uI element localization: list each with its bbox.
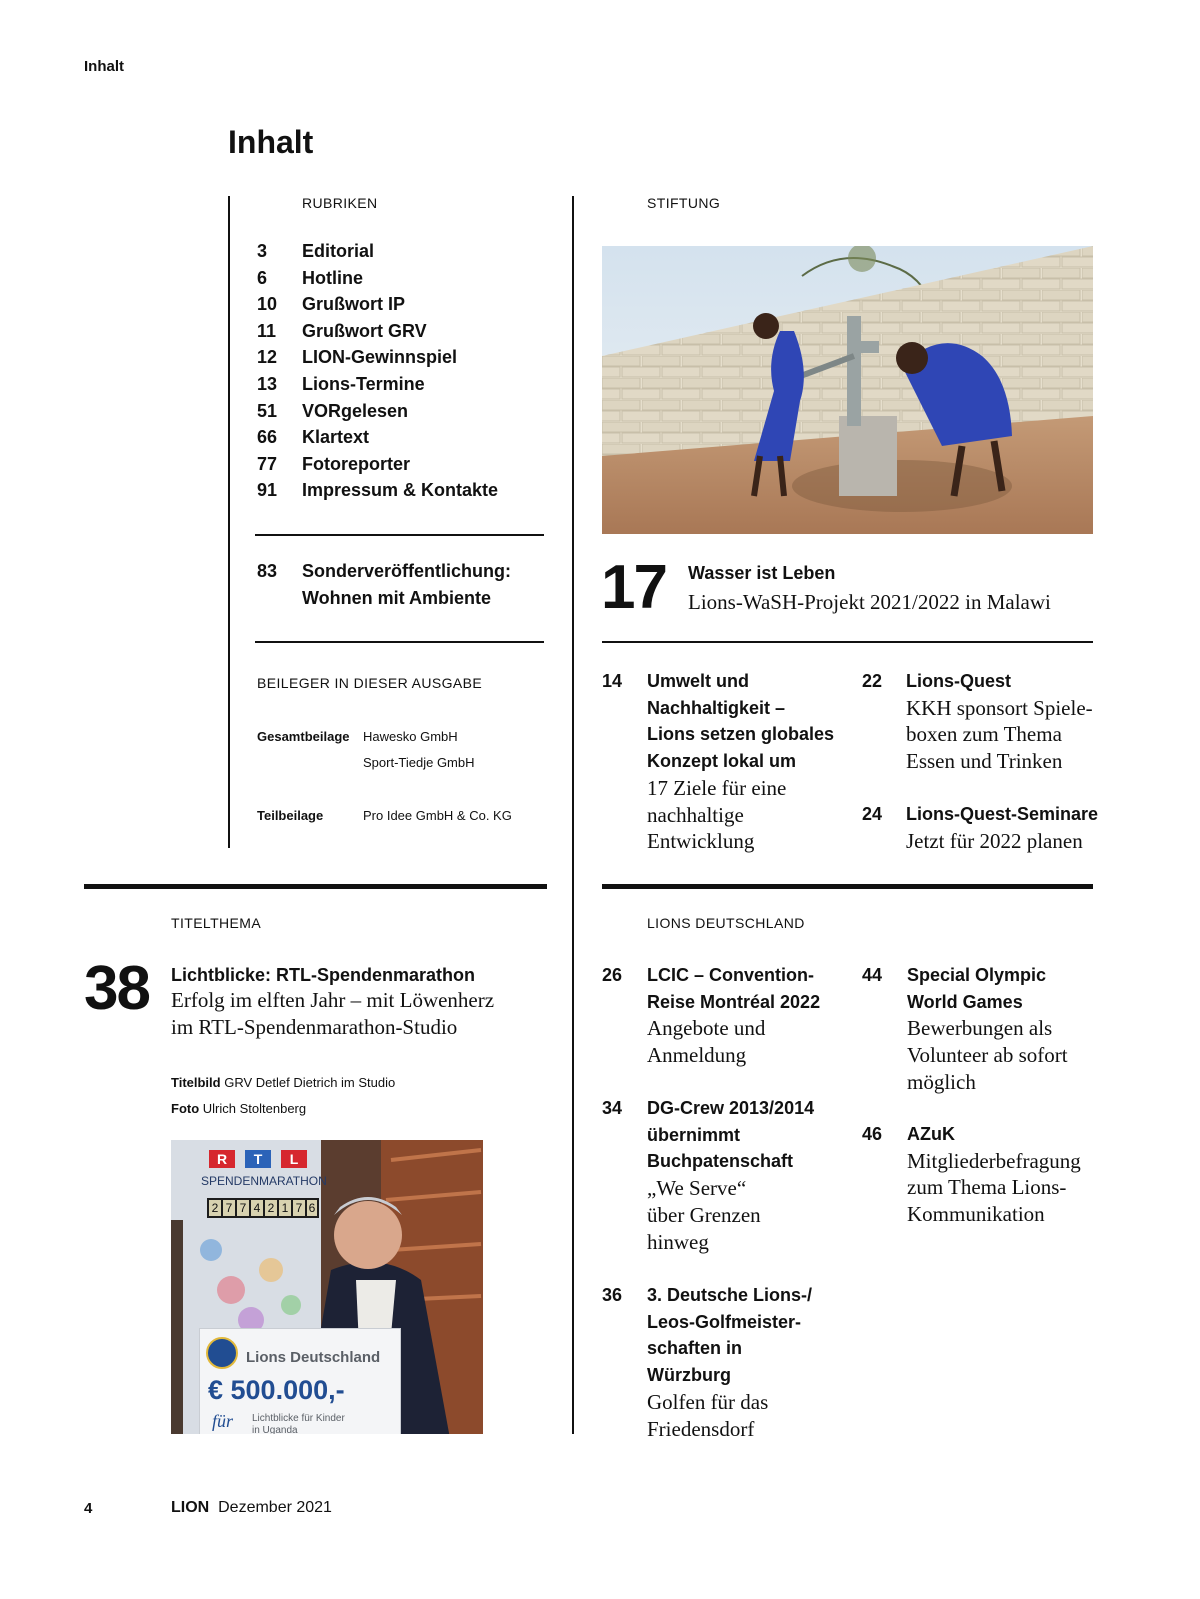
footer-magazine: LION (171, 1499, 210, 1516)
toc-subtitle: 17 Ziele für eine (647, 775, 787, 800)
toc-subtitle: nachhaltige (647, 802, 744, 827)
toc-subtitle: Volunteer ab sofort (907, 1043, 1068, 1068)
toc-page-number: 22 (862, 671, 883, 691)
sign-small-text: in Uganda (252, 1425, 298, 1434)
toc-subtitle: Golfen für das (647, 1389, 769, 1414)
footer-date: Dezember 2021 (218, 1499, 332, 1516)
toc-page-number: 36 (602, 1285, 623, 1305)
teilbeilage-label: Teilbeilage (257, 808, 324, 823)
rubriken-list (257, 241, 557, 513)
toc-title: Reise Montréal 2022 (647, 991, 821, 1012)
page-title: Inhalt (228, 124, 314, 160)
toc-title: 3. Deutsche Lions-/ (647, 1285, 813, 1305)
toc-subtitle: boxen zum Thema (906, 722, 1062, 747)
toc-entry[interactable] (647, 962, 857, 1072)
sign-for: für (212, 1411, 234, 1431)
cover-caption (171, 1075, 395, 1090)
sign-amount: € 500.000,- (208, 1375, 345, 1405)
beilage-company: Hawesko GmbH (363, 729, 458, 744)
counter-digit: 7 (293, 1200, 305, 1216)
water-pump-illustration (602, 246, 1093, 534)
toc-page-number: 24 (862, 804, 883, 824)
toc-title: übernimmt (647, 1124, 741, 1145)
toc-title: LION-Gewinnspiel (302, 347, 458, 368)
toc-entry[interactable] (647, 668, 852, 858)
rtl-logo (209, 1150, 309, 1170)
running-header: Inhalt (84, 58, 124, 75)
toc-subtitle: Jetzt für 2022 planen (906, 828, 1083, 853)
toc-entry[interactable] (907, 1121, 1097, 1231)
toc-title: World Games (907, 991, 1023, 1012)
rubriken-vertical-rule (228, 196, 230, 848)
sign-small-text: Lichtblicke für Kinder (252, 1413, 345, 1424)
toc-title: Leos-Golfmeister- (647, 1311, 802, 1332)
toc-title: Fotoreporter (302, 453, 410, 474)
toc-entry-cover-story[interactable] (171, 963, 551, 1043)
toc-title: Impressum & Kontakte (302, 480, 499, 501)
toc-title: Grußwort GRV (302, 320, 427, 341)
toc-subtitle: KKH sponsort Spiele- (906, 695, 1093, 720)
toc-page-number: 6 (257, 267, 268, 288)
toc-title: Lions-Quest-Seminare (906, 804, 1099, 824)
toc-page-number: 11 (257, 320, 277, 341)
counter-digit: 6 (308, 1201, 316, 1215)
toc-entry[interactable] (906, 801, 1100, 857)
toc-title: Editorial (302, 241, 375, 261)
footer-page-number: 4 (84, 1500, 93, 1517)
caption-text: Ulrich Stoltenberg (202, 1101, 307, 1116)
toc-subtitle: hinweg (647, 1229, 709, 1254)
counter-digit: 4 (251, 1200, 263, 1216)
toc-entry[interactable] (647, 1095, 857, 1260)
footer-issue (171, 1499, 332, 1517)
donation-sign (199, 1328, 401, 1434)
toc-title: AZuK (907, 1124, 955, 1144)
toc-title: Würzburg (647, 1365, 731, 1386)
counter-digit: 7 (237, 1200, 249, 1216)
divider (255, 641, 544, 643)
toc-subtitle: über Grenzen (647, 1202, 761, 1227)
toc-title: Lions setzen globales (647, 724, 835, 745)
toc-subtitle: Lions-WaSH-Projekt 2021/2022 in Malawi (688, 590, 1051, 614)
toc-page-number: 34 (602, 1098, 623, 1118)
toc-entry[interactable] (907, 962, 1097, 1097)
toc-title: Hotline (302, 267, 363, 288)
toc-title: Nachhaltigkeit – (647, 697, 786, 718)
rtl-letter: R (209, 1150, 235, 1168)
toc-page-number: 26 (602, 965, 623, 985)
toc-title: Lichtblicke: RTL-Spendenmarathon (171, 965, 476, 985)
toc-subtitle: zum Thema Lions- (907, 1175, 1067, 1200)
sign-title: Lions Deutschland (246, 1349, 381, 1366)
toc-title: Sonderveröffentlichung: (302, 561, 512, 581)
center-vertical-rule (572, 196, 574, 1434)
cover-photo (171, 1140, 483, 1434)
toc-title: LCIC – Convention- (647, 965, 814, 985)
toc-entry-feature[interactable] (688, 563, 1093, 621)
toc-page-number: 14 (602, 671, 623, 691)
toc-subtitle: Bewerbungen als (907, 1016, 1053, 1041)
counter-digit: 2 (209, 1200, 221, 1216)
cover-story-page-number: 38 (84, 954, 149, 1023)
rtl-letter: T (245, 1150, 271, 1168)
toc-title: Wasser ist Leben (688, 563, 836, 583)
water-pump-photo (602, 246, 1093, 534)
toc-subtitle: möglich (907, 1069, 976, 1094)
toc-subtitle: „We Serve“ (647, 1176, 747, 1201)
marathon-label: SPENDENMARATHON (201, 1174, 327, 1188)
toc-title: Buchpatenschaft (647, 1151, 794, 1172)
toc-page-number: 51 (257, 400, 278, 421)
toc-page-number: 10 (257, 294, 278, 315)
toc-page-number: 12 (257, 347, 278, 368)
toc-title: Grußwort IP (302, 294, 405, 315)
toc-title: DG-Crew 2013/2014 (647, 1098, 815, 1118)
caption-text: GRV Detlef Dietrich im Studio (224, 1075, 396, 1090)
toc-title: Lions-Quest (906, 671, 1012, 691)
toc-page-number: 3 (257, 241, 268, 261)
gesamtbeilage-label: Gesamtbeilage (257, 729, 350, 744)
toc-entry-sonder[interactable] (257, 561, 547, 621)
section-bar (602, 884, 1093, 889)
counter-digit: 2 (265, 1200, 277, 1216)
toc-page-number: 91 (257, 480, 278, 501)
toc-title: Klartext (302, 427, 370, 448)
toc-title: Konzept lokal um (647, 751, 797, 772)
rubriken-label: RUBRIKEN (302, 195, 378, 211)
toc-page-number: 83 (257, 561, 278, 581)
toc-title: Wohnen mit Ambiente (302, 588, 491, 608)
titelthema-label: TITELTHEMA (171, 915, 262, 931)
lions-emblem-icon (206, 1337, 238, 1369)
toc-page-number: 44 (862, 965, 883, 985)
toc-subtitle: Mitgliederbefragung (907, 1148, 1081, 1173)
section-bar (84, 884, 547, 889)
toc-entry[interactable] (906, 668, 1096, 778)
counter-digit: 1 (279, 1200, 291, 1216)
divider (255, 534, 544, 536)
toc-title: Lions-Termine (302, 374, 425, 394)
rtl-letter: L (281, 1150, 307, 1168)
counter-digit: 7 (223, 1200, 235, 1216)
toc-page-number: 66 (257, 427, 278, 448)
lions-deutschland-label: LIONS DEUTSCHLAND (647, 915, 805, 931)
divider (602, 641, 1093, 643)
caption-label: Titelbild (171, 1075, 221, 1090)
stiftung-label: STIFTUNG (647, 195, 721, 211)
toc-subtitle: Entwicklung (647, 829, 755, 854)
toc-title: Umwelt und (647, 671, 749, 691)
toc-page-number: 13 (257, 374, 278, 394)
toc-subtitle: Kommunikation (907, 1202, 1045, 1227)
caption-label: Foto (171, 1101, 200, 1116)
beilage-company: Sport-Tiedje GmbH (363, 755, 475, 770)
toc-subtitle: Angebote und (647, 1016, 766, 1041)
toc-entry[interactable] (647, 1282, 857, 1447)
toc-title: Special Olympic (907, 965, 1047, 985)
beilage-company: Pro Idee GmbH & Co. KG (363, 808, 512, 823)
toc-subtitle: Essen und Trinken (906, 749, 1063, 774)
toc-subtitle: Friedensdorf (647, 1416, 755, 1441)
photo-credit (171, 1101, 306, 1116)
toc-subtitle: im RTL-Spendenmarathon-Studio (171, 1015, 458, 1039)
toc-title: schaften in (647, 1338, 743, 1359)
donation-counter (207, 1198, 319, 1218)
toc-page-number: 77 (257, 453, 278, 474)
toc-subtitle: Anmeldung (647, 1043, 747, 1068)
toc-subtitle: Erfolg im elften Jahr – mit Löwenherz (171, 988, 495, 1012)
feature-page-number: 17 (601, 553, 666, 622)
beileger-label: BEILEGER IN DIESER AUSGABE (257, 675, 483, 691)
toc-page-number: 46 (862, 1124, 883, 1144)
toc-title: VORgelesen (302, 400, 409, 421)
